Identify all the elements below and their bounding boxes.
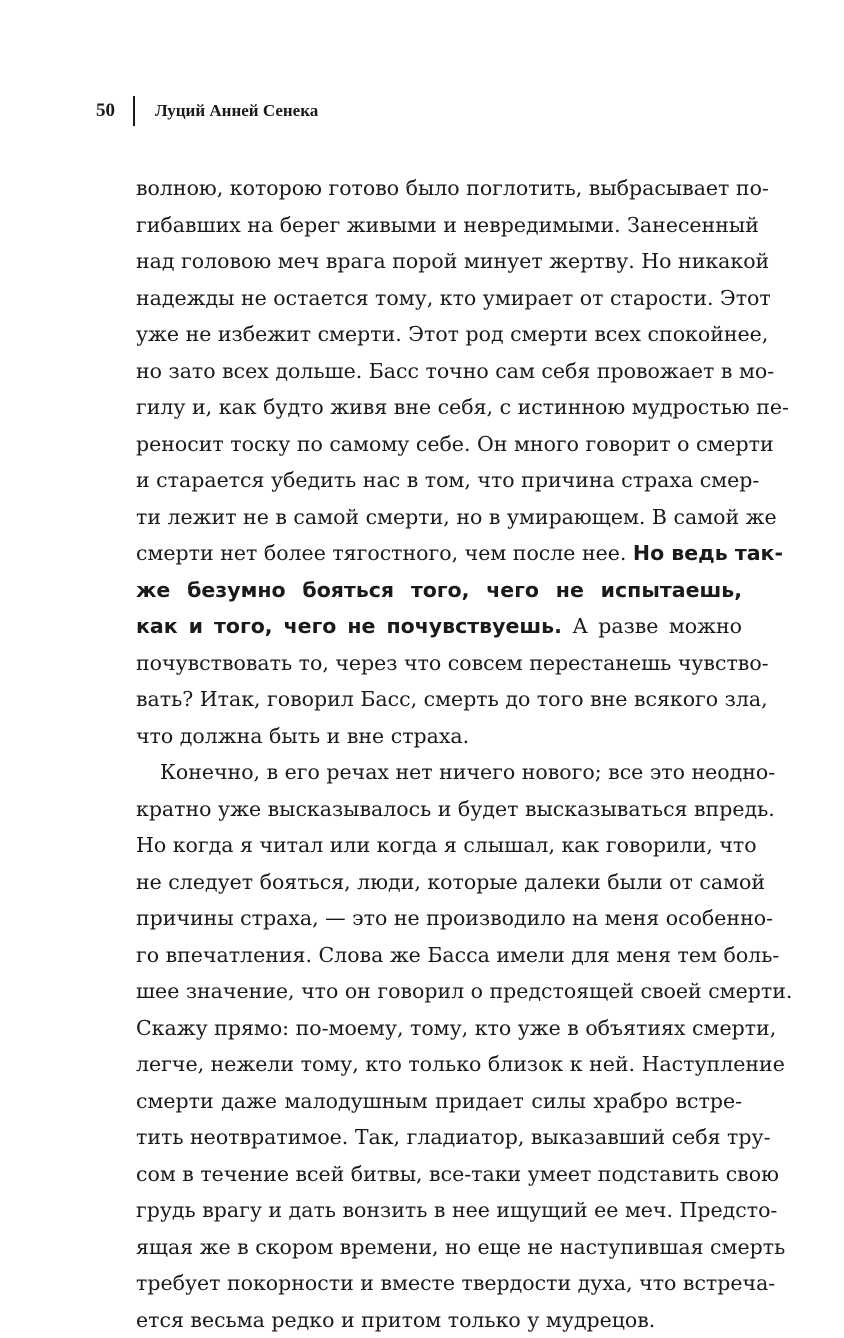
text-line: Конечно, в его речах нет ничего нового; все это неодно- [136, 754, 742, 791]
text-line: почувствовать то, через что совсем перестанешь чувство- [136, 645, 742, 682]
paragraph-2 [136, 754, 742, 1338]
text-line [136, 535, 742, 572]
text-line: тить неотвратимое. Так, гладиатор, выказавший себя тру- [136, 1119, 742, 1156]
text-line: Скажу прямо: по-моему, тому, кто уже в объятиях смерти, [136, 1010, 742, 1047]
text-line: и старается убедить нас в том, что причина страха смер- [136, 462, 742, 499]
text-line: го впечатления. Слова же Басса имели для меня тем боль- [136, 937, 742, 974]
plain-text: А разве можно [572, 614, 742, 638]
text-line: вать? Итак, говорил Басс, смерть до того вне всякого зла, [136, 681, 742, 718]
text-line: реносит тоску по самому себе. Он много говорит о смерти [136, 426, 742, 463]
text-line: надежды не остается тому, кто умирает от старости. Этот [136, 280, 742, 317]
text-line: требует покорности и вместе твердости духа, что встреча- [136, 1265, 742, 1302]
text-line: ящая же в скором времени, но еще не наступившая смерть [136, 1229, 742, 1266]
paragraph-1 [136, 170, 742, 754]
running-header [96, 96, 318, 126]
text-line: ти лежит не в самой смерти, но в умирающем. В самой же [136, 499, 742, 536]
text-line: смерти даже малодушным придает силы храбро встре- [136, 1083, 742, 1120]
text-line: гилу и, как будто живя вне себя, с истинною мудростью пе- [136, 389, 742, 426]
header-divider [133, 96, 135, 126]
text-line: гибавших на берег живыми и невредимыми. Занесенный [136, 207, 742, 244]
bold-emphasis: Но ведь так- [633, 541, 783, 565]
bold-emphasis: же безумно бояться того, чего не испытаешь, [136, 578, 742, 602]
text-line [136, 572, 742, 609]
text-line: легче, нежели тому, кто только близок к ней. Наступление [136, 1046, 742, 1083]
text-line: уже не избежит смерти. Этот род смерти всех спокойнее, [136, 316, 742, 353]
text-line: ется весьма редко и притом только у мудрецов. [136, 1302, 742, 1338]
text-line: причины страха, — это не производило на меня особенно- [136, 900, 742, 937]
text-line: сом в течение всей битвы, все-таки умеет подставить свою [136, 1156, 742, 1193]
text-line: кратно уже высказывалось и будет высказываться впредь. [136, 791, 742, 828]
text-line: над головою меч врага порой минует жертву. Но никакой [136, 243, 742, 280]
text-line: но зато всех дольше. Басс точно сам себя провожает в мо- [136, 353, 742, 390]
text-line: что должна быть и вне страха. [136, 718, 742, 755]
body-text [136, 170, 742, 1338]
text-line: Но когда я читал или когда я слышал, как говорили, что [136, 827, 742, 864]
text-line: шее значение, что он говорил о предстоящей своей смерти. [136, 973, 742, 1010]
running-title: Луций Анней Сенека [155, 101, 318, 121]
plain-text: смерти нет более тягостного, чем после нее. [136, 541, 626, 565]
text-line [136, 608, 742, 645]
text-line: волною, которою готово было поглотить, выбрасывает по- [136, 170, 742, 207]
text-line: не следует бояться, люди, которые далеки были от самой [136, 864, 742, 901]
text-line: грудь врагу и дать вонзить в нее ищущий ее меч. Предсто- [136, 1192, 742, 1229]
bold-emphasis: как и того, чего не почувствуешь. [136, 614, 562, 638]
page-number: 50 [96, 100, 115, 122]
